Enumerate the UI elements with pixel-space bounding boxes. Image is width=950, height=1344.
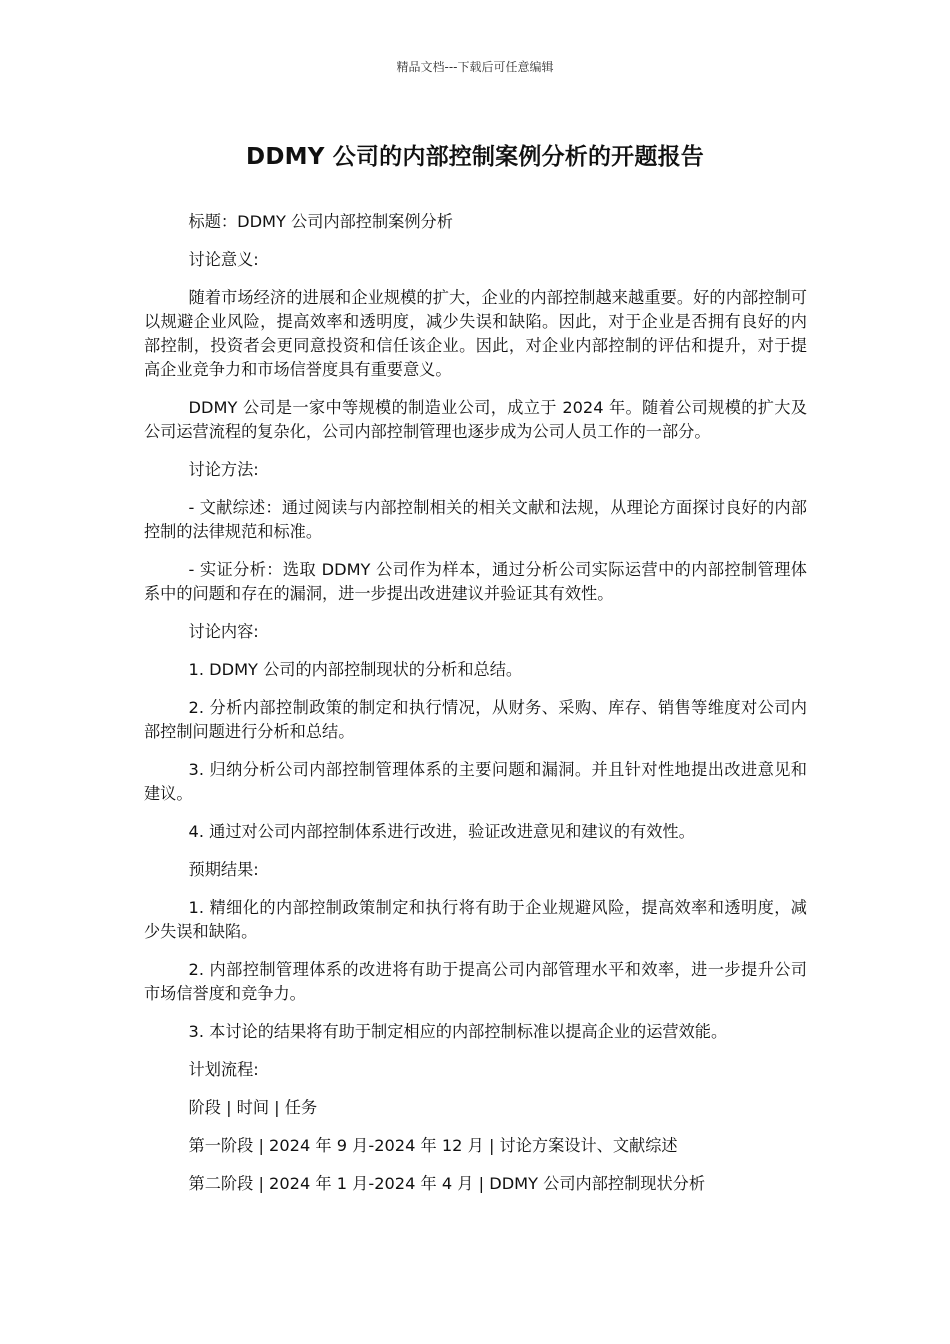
result-item-2: 2. 内部控制管理体系的改进将有助于提高公司内部管理水平和效率，进一步提升公司市场信誉度和竞争力。 [144,960,807,1003]
section-heading-methods: 讨论方法: [188,460,259,479]
content-item-2: 2. 分析内部控制政策的制定和执行情况，从财务、采购、库存、销售等维度对公司内部控制问题进行分析和总结。 [144,698,807,741]
paragraph-significance: 随着市场经济的进展和企业规模的扩大，企业的内部控制越来越重要。好的内部控制可以规避企业风险，提高效率和透明度，减少失误和缺陷。因此，对于企业是否拥有良好的内部控制，投资者会更同意投资和信任该企业。因此，对企业内部控制的评估和提升，对于提高企业竞争力和市场信誉度具有重要意义。 [144,288,807,379]
page-title: DDMY 公司的内部控制案例分析的开题报告 [246,144,704,170]
document-body [144,210,807,1210]
method-empirical-analysis: - 实证分析：选取 DDMY 公司作为样本，通过分析公司实际运营中的内部控制管理体系中的问题和存在的漏洞，进一步提出改进建议并验证其有效性。 [144,560,807,603]
plan-row-2: 第二阶段 | 2024 年 1 月-2024 年 4 月 | DDMY 公司内部控制现状分析 [188,1174,706,1193]
header-note: 精品文档---下载后可任意编辑 [396,60,554,74]
result-item-1: 1. 精细化的内部控制政策制定和执行将有助于企业规避风险，提高效率和透明度，减少失误和缺陷。 [144,898,807,941]
method-literature-review: - 文献综述：通过阅读与内部控制相关的相关文献和法规，从理论方面探讨良好的内部控制的法律规范和标准。 [144,498,807,541]
content-item-1: 1. DDMY 公司的内部控制现状的分析和总结。 [188,660,523,679]
subject-line: 标题：DDMY 公司内部控制案例分析 [188,212,453,231]
section-heading-content: 讨论内容: [188,622,259,641]
plan-table-header: 阶段 | 时间 | 任务 [188,1098,318,1117]
result-item-3: 3. 本讨论的结果将有助于制定相应的内部控制标准以提高企业的运营效能。 [188,1022,728,1041]
paragraph-company-intro: DDMY 公司是一家中等规模的制造业公司，成立于 2024 年。随着公司规模的扩大及公司运营流程的复杂化，公司内部控制管理也逐步成为公司人员工作的一部分。 [144,398,807,441]
section-heading-plan: 计划流程: [188,1060,259,1079]
section-heading-significance: 讨论意义: [188,250,259,269]
plan-row-1: 第一阶段 | 2024 年 9 月-2024 年 12 月 | 讨论方案设计、文献综述 [188,1136,678,1155]
content-item-4: 4. 通过对公司内部控制体系进行改进，验证改进意见和建议的有效性。 [188,822,695,841]
section-heading-expected-results: 预期结果: [188,860,259,879]
content-item-3: 3. 归纳分析公司内部控制管理体系的主要问题和漏洞。并且针对性地提出改进意见和建议。 [144,760,807,803]
